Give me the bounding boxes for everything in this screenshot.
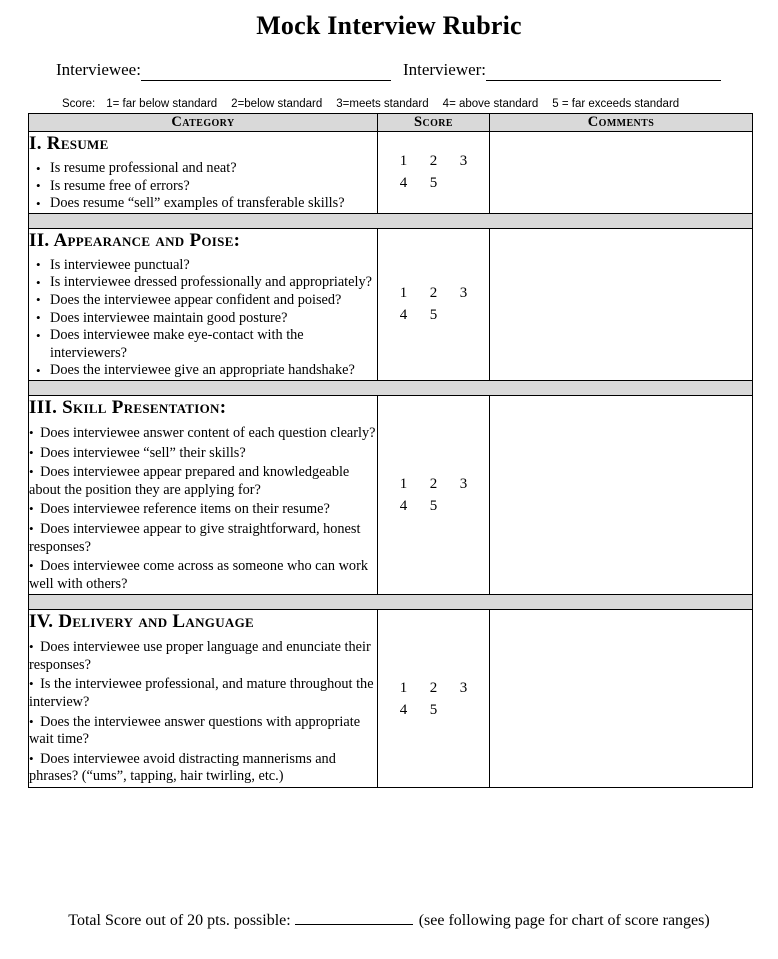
list-item: • Does interviewee appear to give straightforward, honest responses? (29, 520, 377, 556)
score-option-1[interactable]: 1 (399, 679, 408, 696)
section-spacer-row (29, 595, 753, 610)
section-items-3 (29, 424, 377, 593)
section-spacer-row (29, 380, 753, 395)
score-option-1[interactable]: 1 (399, 285, 408, 302)
section-score-cell-4[interactable] (378, 610, 490, 788)
footer-total-score (0, 910, 778, 932)
score-option-5[interactable]: 5 (429, 498, 438, 515)
section-category-cell-1 (29, 132, 378, 214)
list-item: • Does the interviewee give an appropriate handshake? (29, 362, 377, 380)
table-row (29, 228, 753, 380)
list-item: • Does interviewee reference items on their resume? (29, 500, 377, 519)
list-item: • Does the interviewee appear confident and poised? (29, 292, 377, 310)
score-option-2[interactable]: 2 (429, 679, 438, 696)
section-spacer-cell (29, 380, 753, 395)
section-comments-cell-4[interactable] (490, 610, 753, 788)
score-option-2[interactable]: 2 (429, 153, 438, 170)
score-option-1[interactable]: 1 (399, 476, 408, 493)
score-option-2[interactable]: 2 (429, 476, 438, 493)
score-options-4 (378, 677, 489, 721)
list-item: • Does interviewee maintain good posture? (29, 310, 377, 328)
interviewer-input[interactable] (486, 65, 721, 81)
section-items-4 (29, 638, 377, 786)
list-item: • Does interviewee “sell” their skills? (29, 444, 377, 463)
name-fields-row (0, 59, 778, 81)
section-heading-2: II. Appearance and Poise: (29, 229, 241, 251)
interviewer-label: Interviewer: (402, 60, 487, 79)
score-option-2[interactable]: 2 (429, 285, 438, 302)
column-header-category: Category (29, 114, 378, 132)
table-row (29, 610, 753, 788)
section-comments-cell-1[interactable] (490, 132, 753, 214)
list-item: • Is resume professional and neat? (29, 160, 377, 178)
section-items-1 (29, 160, 377, 213)
section-spacer-cell (29, 595, 753, 610)
score-option-4[interactable]: 4 (399, 175, 408, 192)
interviewee-label: Interviewee: (56, 60, 141, 79)
page-title: Mock Interview Rubric (256, 11, 522, 40)
score-option-5[interactable]: 5 (429, 175, 438, 192)
section-comments-cell-2[interactable] (490, 228, 753, 380)
score-option-1[interactable]: 1 (399, 153, 408, 170)
list-item: • Does interviewee come across as someone who can work well with others? (29, 557, 377, 593)
score-option-5[interactable]: 5 (429, 307, 438, 324)
score-option-3[interactable]: 3 (459, 476, 468, 493)
column-header-score: Score (378, 114, 490, 132)
column-header-comments: Comments (490, 114, 753, 132)
section-items-2 (29, 257, 377, 380)
list-item: • Does interviewee avoid distracting mannerisms and phrases? (“ums”, tapping, hair twirling, etc.) (29, 750, 377, 786)
list-item: • Is resume free of errors? (29, 178, 377, 196)
section-comments-cell-3[interactable] (490, 395, 753, 594)
list-item: • Is interviewee dressed professionally and appropriately? (29, 274, 377, 292)
list-item: • Is interviewee punctual? (29, 257, 377, 275)
list-item: • Does the interviewee answer questions with appropriate wait time? (29, 713, 377, 749)
score-legend-item-3: 3=meets standard (336, 98, 429, 110)
interviewee-input[interactable] (141, 65, 391, 81)
score-option-4[interactable]: 4 (399, 701, 408, 718)
section-score-cell-2[interactable] (378, 228, 490, 380)
section-category-cell-2 (29, 228, 378, 380)
list-item: • Does interviewee appear prepared and knowledgeable about the position they are applying for? (29, 463, 377, 499)
score-option-4[interactable]: 4 (399, 498, 408, 515)
list-item: • Is the interviewee professional, and mature throughout the interview? (29, 675, 377, 711)
section-spacer-row (29, 213, 753, 228)
score-option-3[interactable]: 3 (459, 285, 468, 302)
list-item: • Does interviewee make eye-contact with the interviewers? (29, 327, 377, 362)
score-option-5[interactable]: 5 (429, 701, 438, 718)
score-options-3 (378, 473, 489, 517)
section-heading-4: IV. Delivery and Language (29, 611, 254, 633)
total-score-label: Total Score out of 20 pts. possible: (68, 912, 291, 929)
total-score-input[interactable] (295, 910, 413, 925)
score-legend-item-5: 5 = far exceeds standard (552, 98, 680, 110)
score-legend-item-1: 1= far below standard (106, 98, 218, 110)
section-score-cell-1[interactable] (378, 132, 490, 214)
section-heading-1: I. Resume (29, 133, 109, 154)
section-heading-3: III. Skill Presentation: (29, 396, 227, 418)
score-options-1 (378, 150, 489, 194)
total-score-note: (see following page for chart of score ranges) (418, 912, 710, 929)
score-legend-prefix: Score: (62, 98, 96, 110)
rubric-table (28, 113, 753, 788)
score-option-4[interactable]: 4 (399, 307, 408, 324)
list-item: • Does interviewee use proper language and enunciate their responses? (29, 638, 377, 674)
section-category-cell-3 (29, 395, 378, 594)
score-legend-item-4: 4= above standard (442, 98, 539, 110)
table-header-row (29, 114, 753, 132)
list-item: • Does resume “sell” examples of transferable skills? (29, 195, 377, 213)
table-row (29, 395, 753, 594)
table-row (29, 132, 753, 214)
list-item: • Does interviewee answer content of each question clearly? (29, 424, 377, 443)
score-option-3[interactable]: 3 (459, 153, 468, 170)
section-category-cell-4 (29, 610, 378, 788)
section-score-cell-3[interactable] (378, 395, 490, 594)
score-legend (0, 97, 778, 111)
section-spacer-cell (29, 213, 753, 228)
score-option-3[interactable]: 3 (459, 679, 468, 696)
score-legend-item-2: 2=below standard (231, 98, 323, 110)
score-options-2 (378, 282, 489, 326)
